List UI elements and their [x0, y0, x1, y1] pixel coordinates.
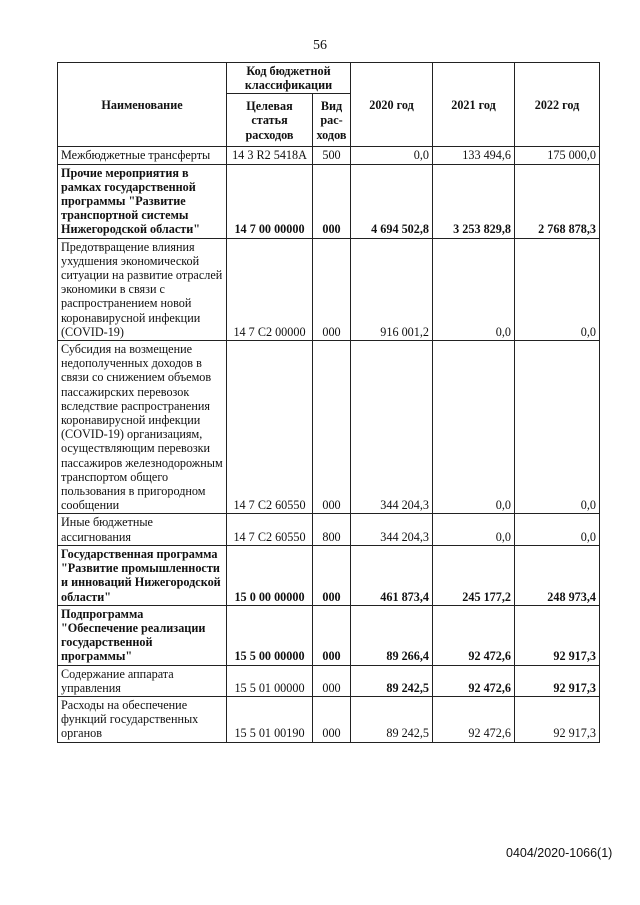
cell-2020: 344 204,3 — [351, 341, 433, 514]
table-row — [58, 147, 600, 164]
cell-2020: 89 242,5 — [351, 665, 433, 696]
document-code: 0404/2020-1066(1) — [506, 846, 613, 860]
cell-expense-kind: 000 — [313, 665, 351, 696]
cell-expense-kind: 000 — [313, 696, 351, 742]
table-row — [58, 696, 600, 742]
table-row — [58, 665, 600, 696]
cell-2021: 0,0 — [433, 238, 515, 340]
table-row — [58, 238, 600, 340]
cell-2022: 92 917,3 — [515, 665, 600, 696]
cell-expense-kind: 000 — [313, 238, 351, 340]
cell-2020: 916 001,2 — [351, 238, 433, 340]
header-year-2021: 2021 год — [433, 63, 515, 147]
cell-2021: 92 472,6 — [433, 605, 515, 665]
header-year-2022: 2022 год — [515, 63, 600, 147]
cell-expense-kind: 000 — [313, 545, 351, 605]
cell-name: Подпрограмма "Обеспечение реализации государственной программы" — [58, 605, 227, 665]
header-name: Наименование — [58, 63, 227, 147]
table-row — [58, 605, 600, 665]
cell-2021: 3 253 829,8 — [433, 164, 515, 238]
header-target-article: Целевая статья расходов — [227, 94, 313, 147]
cell-target-article: 15 0 00 00000 — [227, 545, 313, 605]
cell-2021: 92 472,6 — [433, 696, 515, 742]
cell-name: Иные бюджетные ассигнования — [58, 514, 227, 545]
cell-2021: 0,0 — [433, 341, 515, 514]
cell-target-article: 14 7 C2 60550 — [227, 514, 313, 545]
cell-2022: 0,0 — [515, 514, 600, 545]
header-expense-kind: Вид рас-ходов — [313, 94, 351, 147]
cell-2020: 344 204,3 — [351, 514, 433, 545]
table-row — [58, 514, 600, 545]
cell-expense-kind: 000 — [313, 164, 351, 238]
cell-name: Государственная программа "Развитие промышленности и инноваций Нижегородской области" — [58, 545, 227, 605]
cell-name: Субсидия на возмещение недополученных доходов в связи со снижением объемов пассажирских перевозок вследствие распространения коронавирусной инфекции (COVID-19) организациям, осуществляющим перевозки пассажиров железнодорожным транспортом общего пользования в пригородном сообщении — [58, 341, 227, 514]
cell-target-article: 14 7 C2 60550 — [227, 341, 313, 514]
cell-2022: 92 917,3 — [515, 605, 600, 665]
cell-2022: 0,0 — [515, 238, 600, 340]
cell-expense-kind: 800 — [313, 514, 351, 545]
cell-name: Межбюджетные трансферты — [58, 147, 227, 164]
cell-2021: 0,0 — [433, 514, 515, 545]
budget-table — [57, 62, 600, 743]
table-row — [58, 545, 600, 605]
cell-2021: 245 177,2 — [433, 545, 515, 605]
cell-name: Прочие мероприятия в рамках государственной программы "Развитие транспортной системы Нижегородской области" — [58, 164, 227, 238]
cell-expense-kind: 500 — [313, 147, 351, 164]
table-row — [58, 341, 600, 514]
cell-name: Расходы на обеспечение функций государственных органов — [58, 696, 227, 742]
page-number: 56 — [313, 38, 327, 53]
cell-target-article: 14 3 R2 5418A — [227, 147, 313, 164]
cell-2020: 89 242,5 — [351, 696, 433, 742]
table-row — [58, 164, 600, 238]
table-body — [58, 147, 600, 742]
cell-name: Содержание аппарата управления — [58, 665, 227, 696]
cell-target-article: 15 5 01 00000 — [227, 665, 313, 696]
cell-expense-kind: 000 — [313, 341, 351, 514]
cell-2022: 0,0 — [515, 341, 600, 514]
header-year-2020: 2020 год — [351, 63, 433, 147]
cell-2022: 2 768 878,3 — [515, 164, 600, 238]
cell-expense-kind: 000 — [313, 605, 351, 665]
cell-2020: 89 266,4 — [351, 605, 433, 665]
header-budget-classification: Код бюджетной классификации — [227, 63, 351, 94]
cell-2020: 0,0 — [351, 147, 433, 164]
cell-2020: 461 873,4 — [351, 545, 433, 605]
cell-2021: 92 472,6 — [433, 665, 515, 696]
cell-target-article: 14 7 00 00000 — [227, 164, 313, 238]
cell-2022: 92 917,3 — [515, 696, 600, 742]
cell-2022: 175 000,0 — [515, 147, 600, 164]
cell-target-article: 15 5 01 00190 — [227, 696, 313, 742]
cell-target-article: 15 5 00 00000 — [227, 605, 313, 665]
cell-2021: 133 494,6 — [433, 147, 515, 164]
cell-2020: 4 694 502,8 — [351, 164, 433, 238]
cell-2022: 248 973,4 — [515, 545, 600, 605]
cell-name: Предотвращение влияния ухудшения экономической ситуации на развитие отраслей экономики в связи с распространением новой коронавирусной инфекции (COVID-19) — [58, 238, 227, 340]
cell-target-article: 14 7 C2 00000 — [227, 238, 313, 340]
